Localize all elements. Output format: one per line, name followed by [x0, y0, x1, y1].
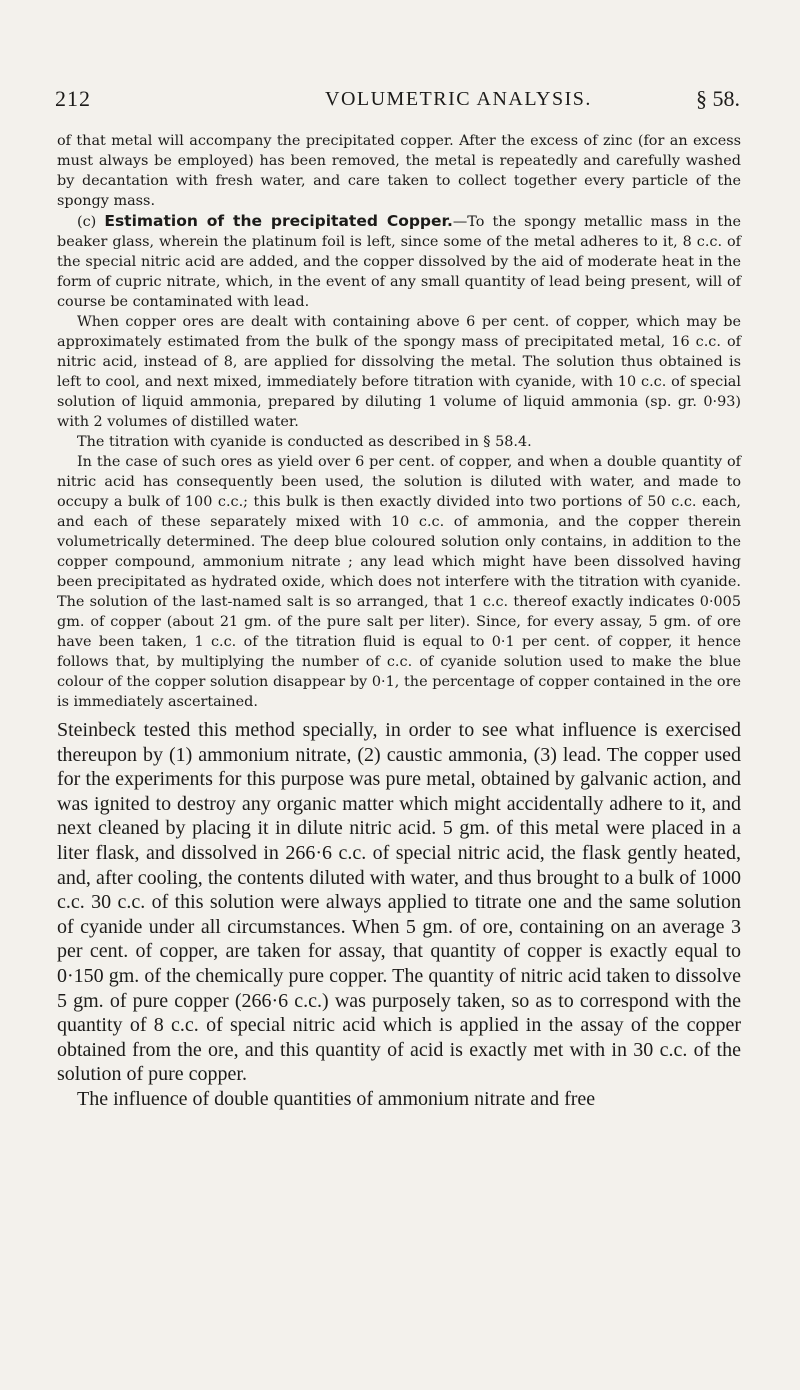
section-number: § 58. — [696, 86, 740, 111]
paragraph-2-text: —To the spongy metallic mass in the beaker glass, wherein the platinum foil is left, since some of the metal adheres to it, 8 c.c. of the special nitric acid are added, and the copper dissolved by the aid of moderate heat in the form of cupric nitrate, which, in the event of any small quantity of lead being present, will of course be contaminated with lead. — [57, 214, 742, 310]
running-title: VOLUMETRIC ANALYSIS. — [325, 88, 592, 110]
paragraph-3: When copper ores are dealt with containing above 6 per cent. of copper, which may be approximately estimated from the bulk of the spongy mass of precipitated metal, 16 c.c. of nitric acid, instead of 8, are applied for dissolving the metal. The solution thus obtained is left to cool, and next mixed, immediately before titration with cyanide, with 10 c.c. of special solution of liquid ammonia, prepared by diluting 1 volume of liquid ammonia (sp. gr. 0·93) with 2 volumes of distilled water. — [57, 314, 741, 430]
paragraph-1: of that metal will accompany the precipitated copper. After the excess of zinc (for an excess must always be employed) has been removed, the metal is repeatedly and carefully washed by decantation with fresh water, and care taken to collect together every particle of the spongy mass. — [57, 133, 741, 209]
small-type-block — [57, 131, 741, 712]
paragraph-6: Steinbeck tested this method specially, in order to see what influence is exercised thereupon by (1) ammonium nitrate, (2) caustic ammonia, (3) lead. The copper used for the experiments for this purpose was pure metal, obtained by galvanic action, and was ignited to destroy any organic matter which might accidentally adhere to it, and next cleaned by placing it in dilute nitric acid. 5 gm. of this metal were placed in a liter flask, and dissolved in 266·6 c.c. of special nitric acid, the flask gently heated, and, after cooling, the contents diluted with water, and thus brought to a bulk of 1000 c.c. 30 c.c. of this solution were always applied to titrate one and the same solution of cyanide under all circumstances. When 5 gm. of ore, containing on an average 3 per cent. of copper, are taken for assay, that quantity of copper is exactly equal to 0·150 gm. of the chemically pure copper. The quantity of nitric acid taken to dissolve 5 gm. of pure copper (266·6 c.c.) was purposely taken, so as to correspond with the quantity of 8 c.c. of special nitric acid which is applied in the assay of the copper obtained from the ore, and this quantity of acid is exactly met with in 30 c.c. of the solution of pure copper. — [57, 719, 741, 1086]
paragraph-7: The influence of double quantities of ammonium nitrate and free — [77, 1087, 596, 1110]
page-body — [57, 131, 741, 1112]
page-number: 212 — [55, 86, 91, 111]
large-type-block — [57, 718, 741, 1112]
running-header — [55, 86, 740, 120]
paragraph-5: In the case of such ores as yield over 6 per cent. of copper, and when a double quantity of nitric acid has consequently been used, the solution is diluted with water, and made to occupy a bulk of 100 c.c.; this bulk is then exactly divided into two portions of 50 c.c. each, and each of these separately mixed with 10 c.c. of ammonia, and the copper therein volumetrically determined. The deep blue coloured solution only contains, in addition to the copper compound, ammonium nitrate ; any lead which might have been dissolved having been precipitated as hydrated oxide, which does not interfere with the titration with cyanide. The solution of the last-named salt is so arranged, that 1 c.c. thereof exactly indicates 0·005 gm. of copper (about 21 gm. of the pure salt per liter). Since, for every assay, 5 gm. of ore have been taken, 1 c.c. of the titration fluid is equal to 0·1 per cent. of copper, it hence follows that, by multiplying the number of c.c. of cyanide solution used to make the blue colour of the copper solution disappear by 0·1, the percentage of copper contained in the ore is immediately ascertained. — [57, 454, 741, 710]
paragraph-2-label: (c) — [77, 214, 97, 230]
paragraph-4: The titration with cyanide is conducted as described in § 58.4. — [77, 434, 532, 450]
section-heading: Estimation of the precipitated Copper. — [104, 212, 453, 230]
paragraph-2 — [57, 211, 741, 312]
